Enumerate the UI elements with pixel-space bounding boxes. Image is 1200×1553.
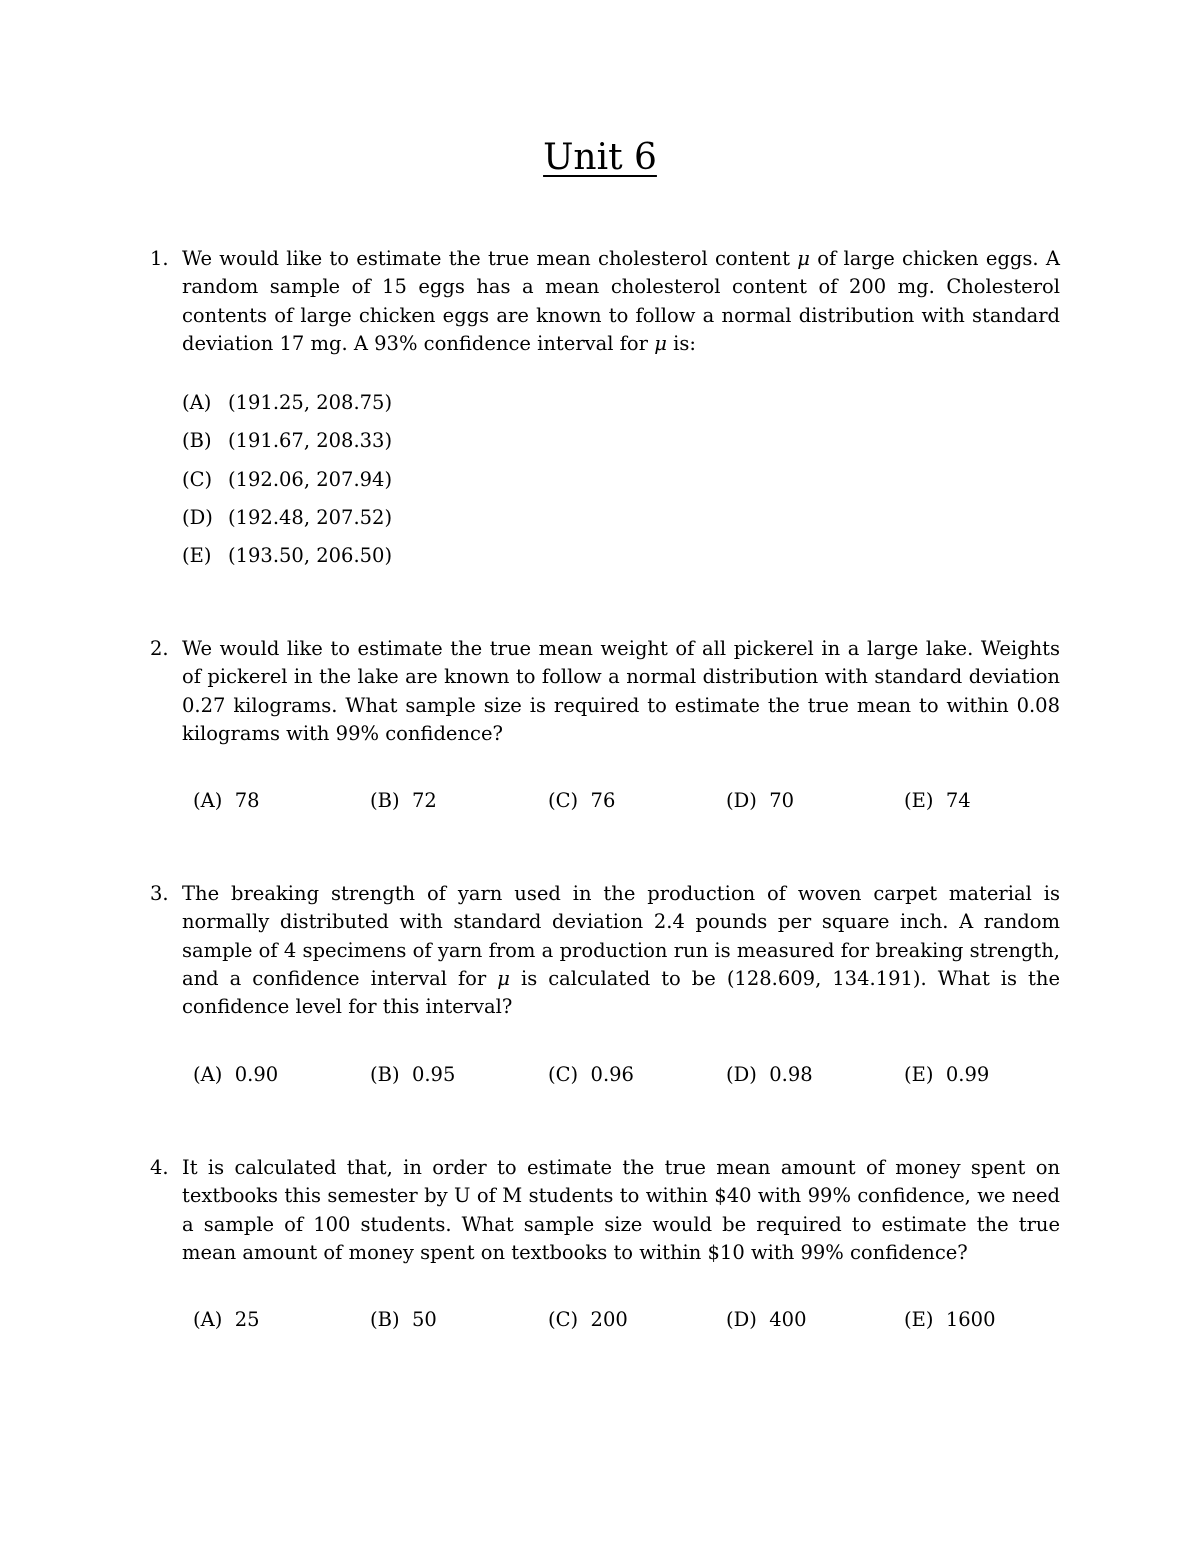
option-d: (D) (192.48, 207.52) — [182, 505, 393, 529]
mu-symbol: μ — [654, 331, 667, 355]
question-text: We would like to estimate the true mean cholesterol content μ of large chicken eggs. A random sample of 15 eggs has a mean cholesterol content of 200 mg. Cholesterol contents of large chicken eggs are known to follow a normal distribution with standard deviation 17 mg. A 93% confidence interval for μ is: — [182, 247, 1060, 355]
option-c: (C) 0.96 — [548, 1063, 634, 1086]
question-number: 2. — [150, 637, 169, 660]
option-b: (B) (191.67, 208.33) — [182, 429, 393, 453]
option-b: (B) 0.95 — [370, 1063, 456, 1086]
option-e: (E) 0.99 — [904, 1063, 990, 1086]
question-number: 1. — [150, 247, 169, 270]
option-b: (B) 50 — [370, 1308, 437, 1331]
page-title-text: Unit 6 — [543, 137, 657, 178]
question-text: We would like to estimate the true mean weight of all pickerel in a large lake. Weights of pickerel in the lake are known to follow a normal distribution with standard deviation 0.27 kilograms. What sample size is required to estimate the true mean to within 0.08 kilograms with 99% confidence? — [182, 637, 1060, 745]
option-d: (D) 0.98 — [726, 1063, 813, 1086]
option-d: (D) 70 — [726, 789, 795, 812]
option-d: (D) 400 — [726, 1308, 807, 1331]
option-c: (C) 76 — [548, 789, 616, 812]
option-a: (A) 25 — [193, 1308, 260, 1331]
question-text: It is calculated that, in order to estimate the true mean amount of money spent on textbooks this semester by U of M students to within $40 with 99% confidence, we need a sample of 100 students. What sample size would be required to estimate the true mean amount of money spent on textbooks to within $10 with 99% confidence? — [182, 1156, 1060, 1264]
mu-symbol: μ — [497, 966, 510, 990]
question-number: 3. — [150, 882, 169, 905]
option-e: (E) 1600 — [904, 1308, 996, 1331]
page-title — [0, 136, 1200, 180]
mu-symbol: μ — [797, 247, 810, 270]
question-text: The breaking strength of yarn used in the production of woven carpet material is normally distributed with standard deviation 2.4 pounds per square inch. A random sample of 4 specimens of yarn from a production run is measured for breaking strength, and a confidence interval for μ is calculated to be (128.609, 134.191). What is the confidence level for this interval? — [182, 882, 1060, 1019]
question-1-options — [182, 389, 392, 580]
option-c: (C) (192.06, 207.94) — [182, 467, 393, 491]
question-number: 4. — [150, 1156, 169, 1179]
option-a: (A) (191.25, 208.75) — [182, 391, 393, 414]
option-a: (A) 0.90 — [193, 1063, 279, 1086]
option-a: (A) 78 — [193, 789, 260, 812]
option-e: (E) 74 — [904, 789, 971, 812]
option-e: (E) (193.50, 206.50) — [182, 544, 393, 568]
option-c: (C) 200 — [548, 1308, 628, 1331]
option-b: (B) 72 — [370, 789, 437, 812]
